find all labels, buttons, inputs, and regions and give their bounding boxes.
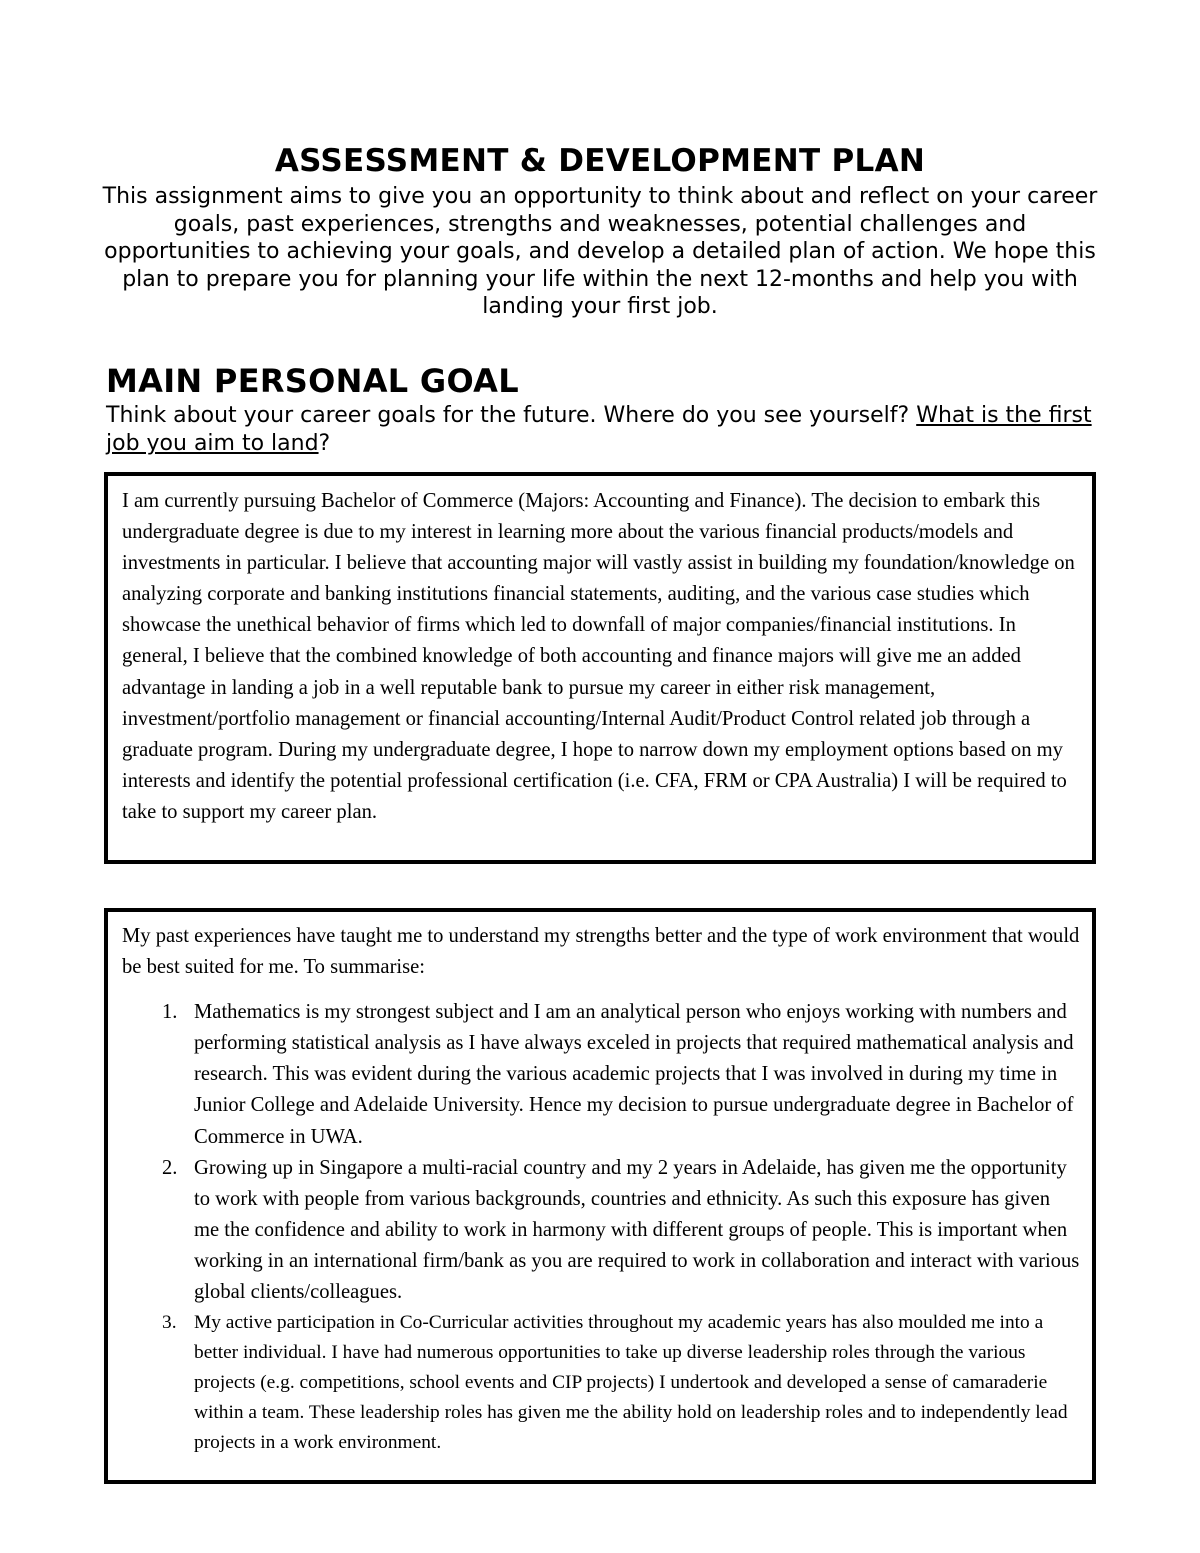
experience-intro: My past experiences have taught me to understand my strengths better and the type of work environment that would be best suited for me. To summarise: <box>122 925 1080 979</box>
career-goal-box <box>104 472 1096 864</box>
list-item <box>122 997 1080 1152</box>
list-number: 3. <box>162 1312 177 1334</box>
list-item-text: Growing up in Singapore a multi-racial country and my 2 years in Adelaide, has given me the opportunity to work with people from various backgrounds, countries and ethnicity. As such this exposure has given me the confidence and ability to work in harmony with different groups of people. This is important when working in an international firm/bank as you are required to work in collaboration and interact with various global clients/colleagues. <box>194 1156 1080 1304</box>
list-item <box>122 1308 1080 1458</box>
prompt-underlined-question: What is the first job you aim to land <box>106 403 1092 456</box>
past-experience-box <box>104 908 1096 1484</box>
list-number: 1. <box>162 1001 178 1024</box>
list-item <box>122 1153 1080 1308</box>
list-number: 2. <box>162 1156 178 1179</box>
document-title: ASSESSMENT & DEVELOPMENT PLAN <box>274 143 926 179</box>
prompt-end: ? <box>318 431 331 456</box>
prompt-text: Think about your career goals for the future. Where do you see yourself? <box>106 403 917 428</box>
list-item-text: Mathematics is my strongest subject and I am an analytical person who enjoys working with numbers and performing statistical analysis as I have always exceled in projects that required mathematical analysis and research. This was evident during the various academic projects that I was involved in during my time in Junior College and Adelaide University. Hence my decision to pursue undergraduate degree in Bachelor of Commerce in UWA. <box>194 1001 1074 1148</box>
section-prompt <box>106 402 1096 458</box>
career-goal-text: I am currently pursuing Bachelor of Commerce (Majors: Accounting and Finance). The decision to embark this undergraduate degree is due to my interest in learning more about the various financial products/models and investments in particular. I believe that accounting major will vastly assist in building my foundation/knowledge on analyzing corporate and banking institutions financial statements, auditing, and the various case studies which showcase the unethical behavior of firms which led to downfall of major companies/financial institutions. In general, I believe that the combined knowledge of both accounting and finance majors will give me an added advantage in landing a job in a well reputable bank to pursue my career in either risk management, investment/portfolio management or financial accounting/Internal Audit/Product Control related job through a graduate program. During my undergraduate degree, I hope to narrow down my employment options based on my interests and identify the potential professional certification (i.e. CFA, FRM or CPA Australia) I will be required to take to support my career plan. <box>122 490 1075 823</box>
assignment-intro: This assignment aims to give you an opportunity to think about and reflect on your career goals, past experiences, strengths and weaknesses, potential challenges and opportunities to achieving your goals, and develop a detailed plan of action. We hope this plan to prepare you for planning your life within the next 12-months and help you with landing your first job. <box>102 184 1098 319</box>
strengths-list <box>122 997 1080 1458</box>
section-heading: MAIN PERSONAL GOAL <box>106 362 519 400</box>
list-item-text: My active participation in Co-Curricular activities throughout my academic years has also moulded me into a better individual. I have had numerous opportunities to take up diverse leadership roles through the various projects (e.g. competitions, school events and CIP projects) I undertook and developed a sense of camaraderie within a team. These leadership roles has given me the ability hold on leadership roles and to independently lead projects in a work environment. <box>194 1312 1068 1454</box>
